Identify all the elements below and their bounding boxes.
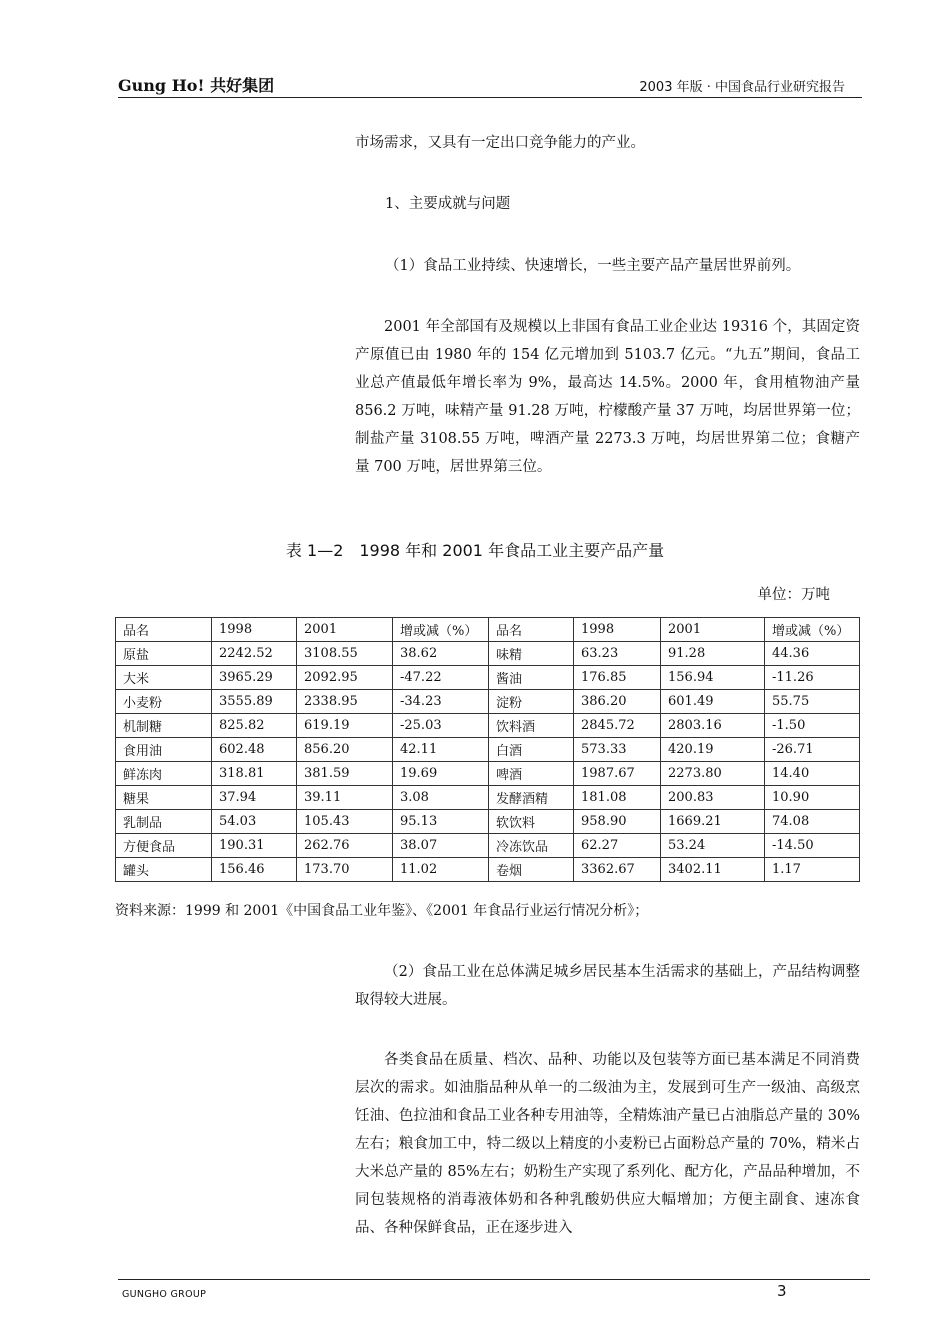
table-cell: 91.28: [661, 642, 765, 666]
table-cell: 2338.95: [297, 690, 393, 714]
table-cell: -1.50: [765, 714, 860, 738]
table-cell: 3108.55: [297, 642, 393, 666]
table-cell: 2242.52: [212, 642, 297, 666]
table-cell: 318.81: [212, 762, 297, 786]
table-cell: 95.13: [393, 810, 489, 834]
table-cell: 味精: [489, 642, 574, 666]
table-cell: 食用油: [116, 738, 212, 762]
table-cell: 386.20: [574, 690, 661, 714]
header-brand: Gung Ho! 共好集团: [118, 76, 275, 95]
table-source: 资料来源：1999 和 2001《中国食品工业年鉴》、《2001 年食品行业运行情况分析》；: [115, 903, 649, 919]
table-cell: 饮料酒: [489, 714, 574, 738]
table-cell: 74.08: [765, 810, 860, 834]
table-cell: 856.20: [297, 738, 393, 762]
table-cell: 14.40: [765, 762, 860, 786]
table-cell: 19.69: [393, 762, 489, 786]
table-title: 表 1—2 1998 年和 2001 年食品工业主要产品产量: [285, 541, 665, 560]
table-cell: 958.90: [574, 810, 661, 834]
table-row: [116, 810, 860, 834]
footer-divider: [118, 1279, 870, 1280]
table-cell: 53.24: [661, 834, 765, 858]
production-table: [115, 617, 860, 882]
table-row: [116, 762, 860, 786]
table-cell: 173.70: [297, 858, 393, 882]
page-number: 3: [777, 1282, 787, 1300]
table-cell: 冷冻饮品: [489, 834, 574, 858]
table-cell: 酱油: [489, 666, 574, 690]
table-cell: 1987.67: [574, 762, 661, 786]
paragraph-1: 市场需求，又具有一定出口竞争能力的产业。: [355, 135, 645, 151]
table-cell: 105.43: [297, 810, 393, 834]
table-cell: 156.46: [212, 858, 297, 882]
table-cell: 176.85: [574, 666, 661, 690]
table-cell: 54.03: [212, 810, 297, 834]
table-cell: -26.71: [765, 738, 860, 762]
table-row: [116, 642, 860, 666]
table-cell: 38.07: [393, 834, 489, 858]
table-cell: 方便食品: [116, 834, 212, 858]
table-cell: 2845.72: [574, 714, 661, 738]
header-divider: [118, 97, 862, 98]
table-cell: 原盐: [116, 642, 212, 666]
table-header-cell: 品名: [489, 618, 574, 642]
table-cell: -25.03: [393, 714, 489, 738]
table-cell: 55.75: [765, 690, 860, 714]
table-cell: 10.90: [765, 786, 860, 810]
table-header-row: [116, 618, 860, 642]
table-header-cell: 增或减（%）: [765, 618, 860, 642]
table-header-cell: 2001: [661, 618, 765, 642]
table-cell: 825.82: [212, 714, 297, 738]
table-cell: 3555.89: [212, 690, 297, 714]
table-cell: 619.19: [297, 714, 393, 738]
table-cell: 1669.21: [661, 810, 765, 834]
table-unit: 单位：万吨: [757, 587, 830, 603]
table-cell: 3965.29: [212, 666, 297, 690]
table-row: [116, 714, 860, 738]
table-cell: 11.02: [393, 858, 489, 882]
table-cell: 1.17: [765, 858, 860, 882]
table-header-cell: 增或减（%）: [393, 618, 489, 642]
table-cell: 小麦粉: [116, 690, 212, 714]
table-cell: 2273.80: [661, 762, 765, 786]
table-cell: 42.11: [393, 738, 489, 762]
header-report-title: 2003 年版 · 中国食品行业研究报告: [639, 80, 845, 95]
table-cell: 181.08: [574, 786, 661, 810]
table-cell: 420.19: [661, 738, 765, 762]
table-row: [116, 858, 860, 882]
subsection-heading-2: （2）食品工业在总体满足城乡居民基本生活需求的基础上，产品结构调整取得较大进展。: [355, 964, 860, 1008]
table-cell: 262.76: [297, 834, 393, 858]
table-cell: 发酵酒精: [489, 786, 574, 810]
paragraph-structure: 各类食品在质量、档次、品种、功能以及包装等方面已基本满足不同消费层次的需求。如油脂品种从单一的二级油为主，发展到可生产一级油、高级烹饪油、色拉油和食品工业各种专用油等，全精炼油产量已占油脂总产量的 30%左右；粮食加工中，特二级以上精度的小麦粉已占面粉总产量的 70%，精米占大米总产量的 85%左右；奶粉生产实现了系列化、配方化，产品品种增加，不同包装规格的消毒液体奶和各种乳酸奶供应大幅增加；方便主副食、速冻食品、各种保鲜食品，正在逐步进入: [355, 1052, 860, 1236]
table-cell: 190.31: [212, 834, 297, 858]
table-cell: 乳制品: [116, 810, 212, 834]
table-cell: 淀粉: [489, 690, 574, 714]
table-cell: -34.23: [393, 690, 489, 714]
table-cell: -11.26: [765, 666, 860, 690]
table-cell: 啤酒: [489, 762, 574, 786]
table-cell: 软饮料: [489, 810, 574, 834]
table-cell: 601.49: [661, 690, 765, 714]
table-cell: 62.27: [574, 834, 661, 858]
table-header-cell: 品名: [116, 618, 212, 642]
table-cell: 156.94: [661, 666, 765, 690]
table-cell: 2803.16: [661, 714, 765, 738]
table-cell: 罐头: [116, 858, 212, 882]
table-cell: 3.08: [393, 786, 489, 810]
table-cell: 381.59: [297, 762, 393, 786]
table-cell: 39.11: [297, 786, 393, 810]
paragraph-stats: 2001 年全部国有及规模以上非国有食品工业企业达 19316 个，其固定资产原值已由 1980 年的 154 亿元增加到 5103.7 亿元。“九五”期间，食品工业总产值最低年增长率为 9%，最高达 14.5%。2000 年，食用植物油产量 856.2 万吨，味精产量 91.28 万吨，柠檬酸产量 37 万吨，均居世界第一位；制盐产量 3108.55 万吨，啤酒产量 2273.3 万吨，均居世界第二位；食糖产量 700 万吨，居世界第三位。: [355, 319, 860, 475]
table-row: [116, 690, 860, 714]
table-header-cell: 1998: [212, 618, 297, 642]
table-cell: -47.22: [393, 666, 489, 690]
table-row: [116, 786, 860, 810]
table-row: [116, 834, 860, 858]
table-cell: 38.62: [393, 642, 489, 666]
table-cell: 鲜冻肉: [116, 762, 212, 786]
table-row: [116, 666, 860, 690]
table-header-cell: 1998: [574, 618, 661, 642]
table-cell: 机制糖: [116, 714, 212, 738]
table-cell: 糖果: [116, 786, 212, 810]
table-cell: 200.83: [661, 786, 765, 810]
table-row: [116, 738, 860, 762]
footer-company: GUNGHO GROUP: [122, 1289, 207, 1300]
table-cell: 白酒: [489, 738, 574, 762]
table-cell: 2092.95: [297, 666, 393, 690]
table-cell: 602.48: [212, 738, 297, 762]
table-cell: 573.33: [574, 738, 661, 762]
table-cell: 大米: [116, 666, 212, 690]
table-cell: 37.94: [212, 786, 297, 810]
table-cell: 3362.67: [574, 858, 661, 882]
table-cell: 63.23: [574, 642, 661, 666]
table-cell: 3402.11: [661, 858, 765, 882]
table-cell: 卷烟: [489, 858, 574, 882]
table-cell: -14.50: [765, 834, 860, 858]
table-header-cell: 2001: [297, 618, 393, 642]
subsection-heading-1: （1）食品工业持续、快速增长，一些主要产品产量居世界前列。: [385, 258, 801, 274]
table-cell: 44.36: [765, 642, 860, 666]
section-heading: 1、主要成就与问题: [385, 196, 511, 212]
